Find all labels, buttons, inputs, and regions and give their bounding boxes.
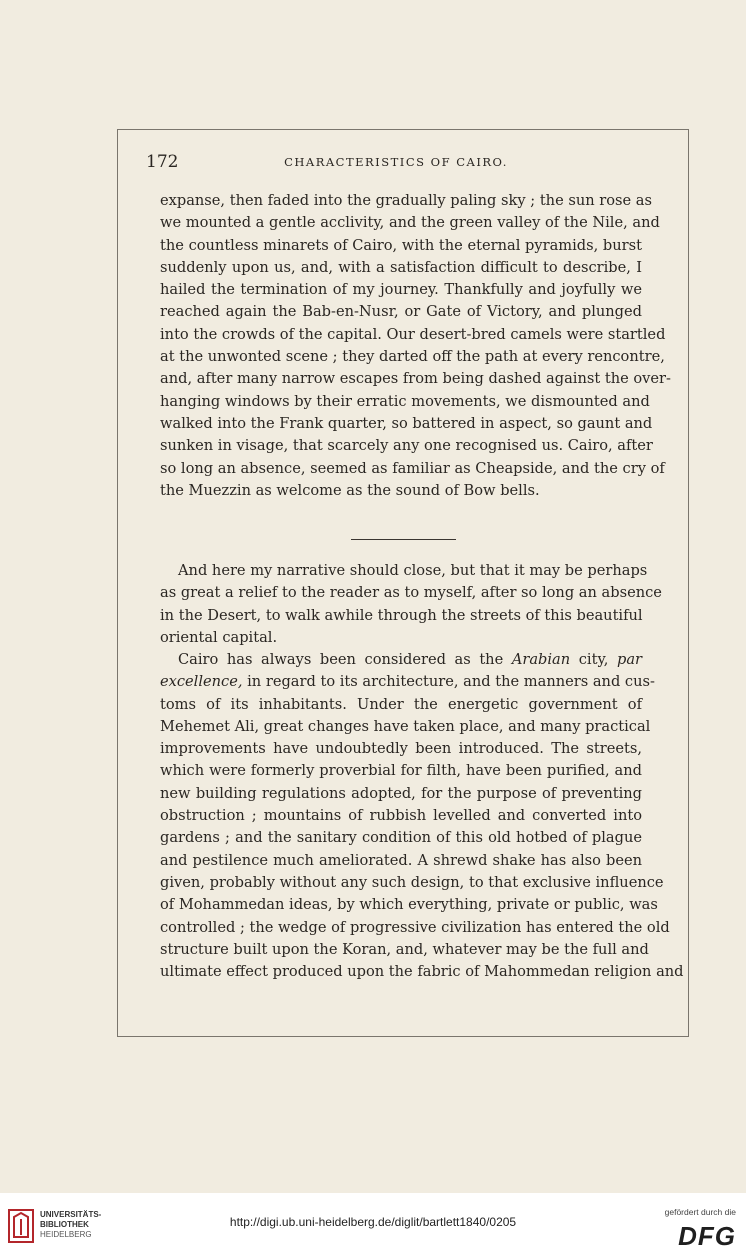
library-name-line: UNIVERSITÄTS- xyxy=(40,1210,102,1219)
text-line: into the crowds of the capital. Our desert-bred camels were startled xyxy=(160,325,666,343)
italic-term: Arabian xyxy=(511,651,571,668)
text-line xyxy=(160,649,642,671)
paragraph-2 xyxy=(160,560,662,649)
text-line: we mounted a gentle acclivity, and the green valley of the Nile, and xyxy=(160,214,660,232)
running-head xyxy=(146,152,646,174)
text-run: Cairo has always been considered as the xyxy=(178,651,504,668)
text-line: sunken in visage, that scarcely any one recognised us. Cairo, after xyxy=(160,437,653,455)
text-run: city, xyxy=(578,651,609,668)
text-line: hailed the termination of my journey. Thankfully and joyfully we xyxy=(160,281,642,299)
text-line: toms of its inhabitants. Under the energetic government of xyxy=(160,695,642,713)
text-line: and, after many narrow escapes from being dashed against the over- xyxy=(160,370,671,388)
text-line: improvements have undoubtedly been introduced. The streets, xyxy=(160,740,642,758)
text-line: suddenly upon us, and, with a satisfaction difficult to describe, I xyxy=(160,258,642,276)
dfg-logo: DFG xyxy=(678,1221,736,1251)
funding-caption: gefördert durch die xyxy=(664,1207,736,1217)
library-name-line: HEIDELBERG xyxy=(40,1230,92,1239)
text-line: oriental capital. xyxy=(160,628,278,646)
text-line: walked into the Frank quarter, so battered in aspect, so gaunt and xyxy=(160,414,653,432)
text-line: gardens ; and the sanitary condition of this old hotbed of plague xyxy=(160,829,642,847)
text-line: obstruction ; mountains of rubbish levelled and converted into xyxy=(160,807,642,825)
text-line: structure built upon the Koran, and, whatever may be the full and xyxy=(160,940,649,958)
text-line xyxy=(160,671,655,693)
text-line: as great a relief to the reader as to myself, after so long an absence xyxy=(160,584,662,602)
library-name-line: BIBLIOTHEK xyxy=(40,1220,89,1229)
text-line: so long an absence, seemed as familiar as Cheapside, and the cry of xyxy=(160,459,665,477)
text-line: hanging windows by their erratic movements, we dismounted and xyxy=(160,392,650,410)
text-line: of Mohammedan ideas, by which everything, private or public, was xyxy=(160,896,658,914)
running-title: CHARACTERISTICS OF CAIRO. xyxy=(284,155,508,169)
italic-term: par xyxy=(617,651,643,668)
text-line: expanse, then faded into the gradually paling sky ; the sun rose as xyxy=(160,192,652,209)
text-line: which were formerly proverbial for filth, have been purified, and xyxy=(160,762,642,780)
text-line: given, probably without any such design, to that exclusive influence xyxy=(160,873,664,891)
text-line: And here my narrative should close, but that it may be perhaps xyxy=(178,562,648,579)
text-line: new building regulations adopted, for the purpose of preventing xyxy=(160,784,642,802)
text-line: Mehemet Ali, great changes have taken place, and many practical xyxy=(160,717,651,735)
text-line: and pestilence much ameliorated. A shrewd shake has also been xyxy=(160,851,642,869)
text-line: reached again the Bab-en-Nusr, or Gate of Victory, and plunged xyxy=(160,303,642,321)
page-number: 172 xyxy=(146,152,179,172)
text-line: the countless minarets of Cairo, with the eternal pyramids, burst xyxy=(160,236,642,254)
source-url-link[interactable]: http://digi.ub.uni-heidelberg.de/diglit/bartlett1840/0205 xyxy=(229,1215,517,1229)
section-divider xyxy=(351,539,456,540)
footer-bar xyxy=(0,1193,746,1256)
text-line: in the Desert, to walk awhile through the streets of this beautiful xyxy=(160,606,643,624)
italic-term: excellence, xyxy=(160,673,243,691)
paragraph-1 xyxy=(160,190,671,502)
text-line: at the unwonted scene ; they darted off the path at every rencontre, xyxy=(160,348,665,366)
text-line: ultimate effect produced upon the fabric of Mahommedan religion and xyxy=(160,963,684,981)
text-run: in regard to its architecture, and the manners and cus- xyxy=(247,673,655,691)
text-line: the Muezzin as welcome as the sound of Bow bells. xyxy=(160,481,540,499)
text-line: controlled ; the wedge of progressive civilization has entered the old xyxy=(160,918,670,936)
paragraph-3 xyxy=(160,649,684,983)
